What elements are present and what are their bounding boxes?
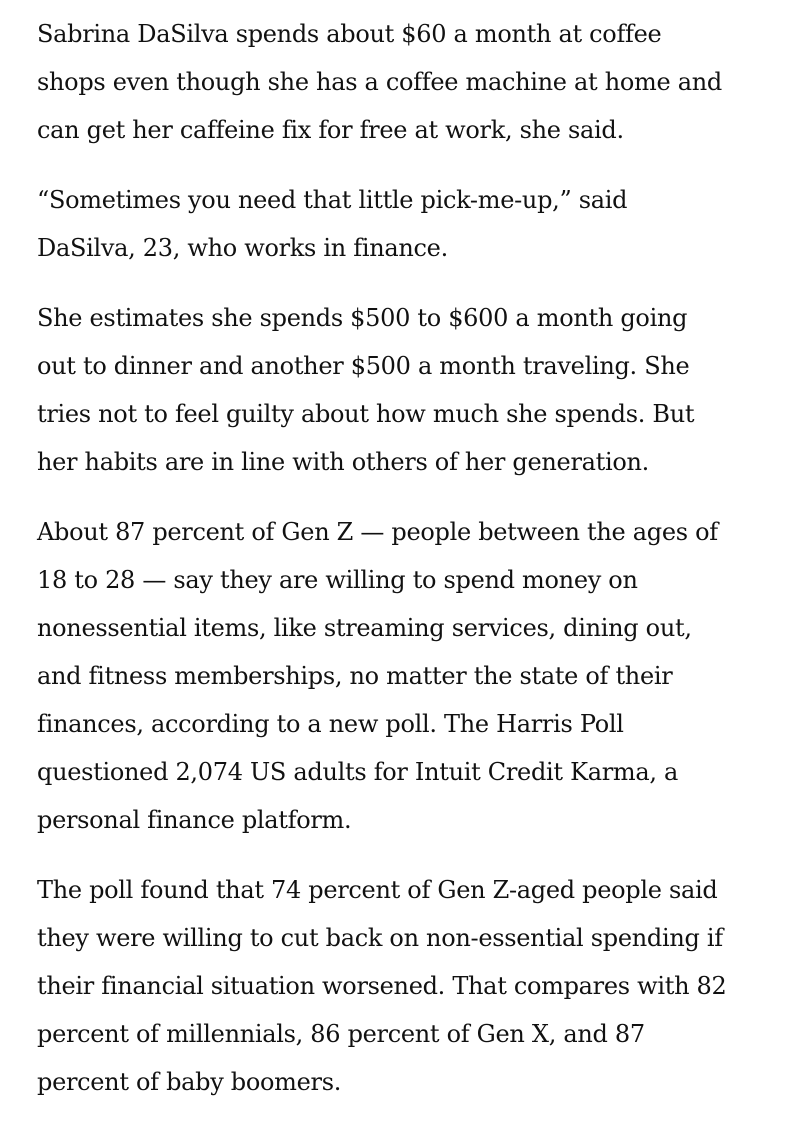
paragraph-line: About 87 percent of Gen Z — people between the ages of <box>37 518 718 546</box>
paragraph-line: “Sometimes you need that little pick-me-up,” said <box>37 186 628 214</box>
paragraph-line: they were willing to cut back on non-essential spending if <box>37 924 723 952</box>
paragraph-line: Sabrina DaSilva spends about $60 a month at coffee <box>37 20 662 48</box>
paragraph-line: 18 to 28 — say they are willing to spend money on <box>37 566 638 594</box>
paragraph-line: percent of baby boomers. <box>37 1068 342 1096</box>
paragraph-line: personal finance platform. <box>37 806 352 834</box>
paragraph-line: tries not to feel guilty about how much she spends. But <box>37 400 695 428</box>
paragraph-line: She estimates she spends $500 to $600 a month going <box>37 304 688 332</box>
paragraph-line: nonessential items, like streaming services, dining out, <box>37 614 692 642</box>
paragraph-line: shops even though she has a coffee machine at home and <box>37 68 722 96</box>
paragraph-line: finances, according to a new poll. The Harris Poll <box>37 710 624 738</box>
article-paragraph-quote <box>37 176 773 272</box>
paragraph-line: out to dinner and another $500 a month traveling. She <box>37 352 690 380</box>
paragraph-line: The poll found that 74 percent of Gen Z-aged people said <box>37 876 718 904</box>
paragraph-line: percent of millennials, 86 percent of Gen X, and 87 <box>37 1020 645 1048</box>
paragraph-line: and fitness memberships, no matter the state of their <box>37 662 673 690</box>
paragraph-line: questioned 2,074 US adults for Intuit Credit Karma, a <box>37 758 679 786</box>
paragraph-line: her habits are in line with others of her generation. <box>37 448 649 476</box>
article-paragraph-generational-comparison <box>37 866 773 1106</box>
paragraph-line: can get her caffeine fix for free at work, she said. <box>37 116 624 144</box>
paragraph-line: their financial situation worsened. That compares with 82 <box>37 972 727 1000</box>
article-paragraph-coffee-spending <box>37 10 773 154</box>
article-paragraph-gen-z-poll <box>37 508 773 844</box>
paragraph-line: DaSilva, 23, who works in finance. <box>37 234 448 262</box>
article-paragraph-dining-travel <box>37 294 773 486</box>
